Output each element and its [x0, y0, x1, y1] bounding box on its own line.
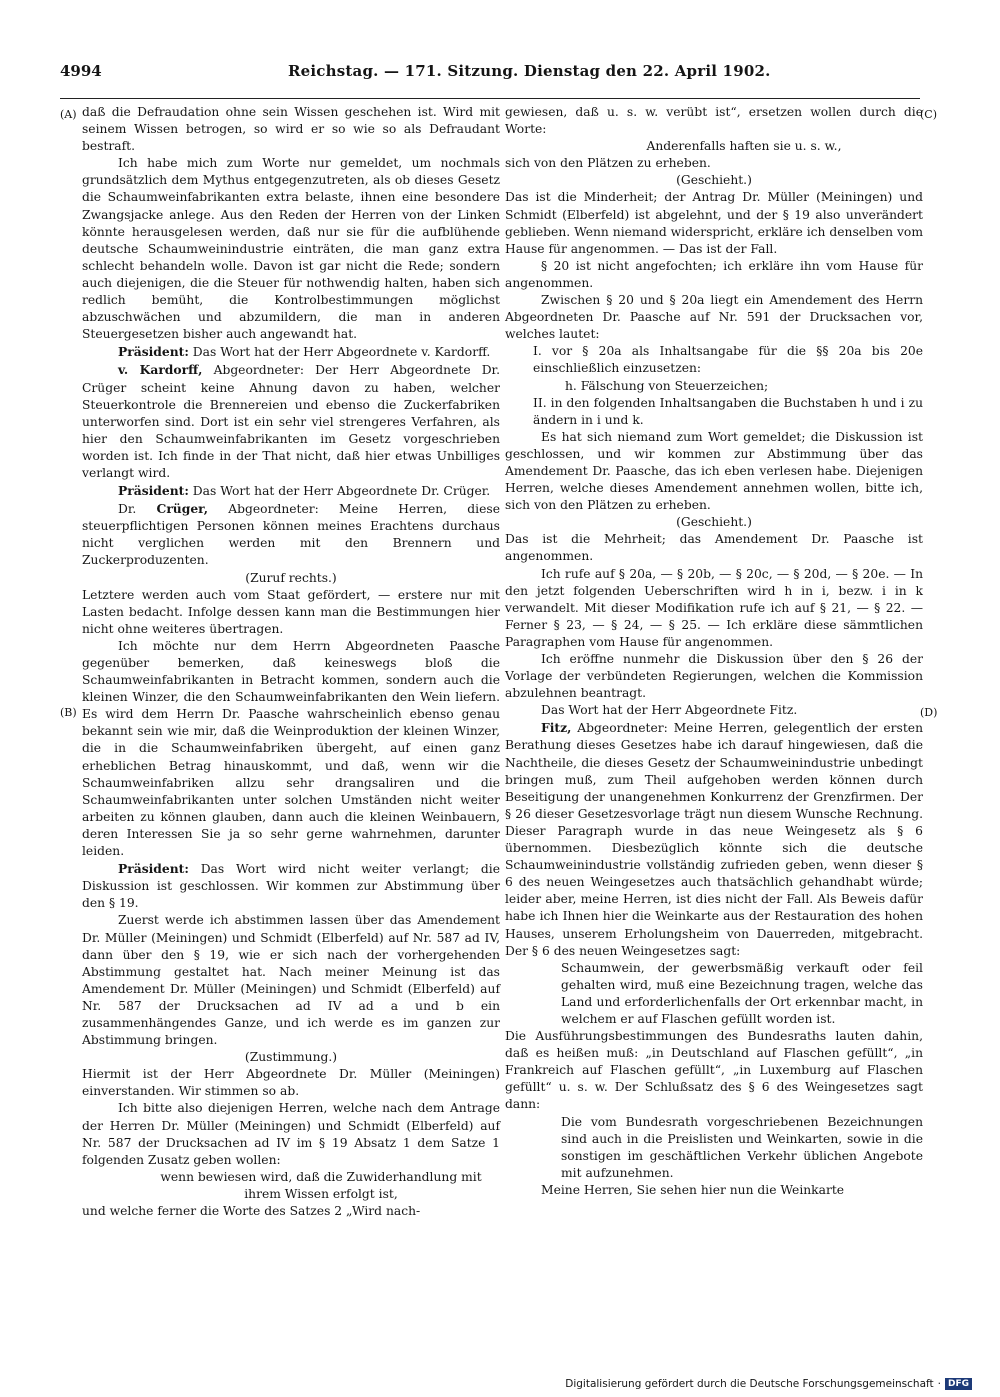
paragraph: und welche ferner die Worte des Satzes 2 „Wird nach-: [82, 1204, 421, 1218]
footer-text: Digitalisierung gefördert durch die Deutsche Forschungsgemeinschaft: [565, 1378, 934, 1390]
speech-text: Das Wort wird nicht weiter verlangt; die Diskussion ist geschlossen. Wir kommen zur Abstimmung über den § 19.: [82, 862, 500, 911]
interjection: (Zuruf rechts.): [245, 570, 337, 585]
speaker-name: Crüger,: [156, 501, 209, 517]
header-rule: [60, 98, 920, 99]
running-title: Reichstag. — 171. Sitzung. Dienstag den 22. April 1902.: [288, 62, 771, 80]
left-column: [82, 104, 500, 1220]
margin-mark-c: (C): [920, 108, 937, 121]
speaker-name: v. Kardorff,: [118, 362, 203, 378]
speaker-paragraph: [505, 719, 923, 959]
paragraph: Das ist die Mehrheit; das Amendement Dr. Paasche ist angenommen.: [505, 532, 923, 564]
speaker-name: Präsident:: [118, 344, 189, 360]
quoted-text: Die vom Bundesrath vorgeschriebenen Bezeichnungen sind auch in die Preislisten und Weinkarten, sowie in die sonstigen im geschäftlichen Verkehr üblichen Angebote mit aufzunehmen.: [561, 1114, 923, 1180]
amendment-item: I. vor § 20a als Inhaltsangabe für die §§ 20a bis 20e einschließlich einzusetzen:: [533, 344, 923, 376]
paragraph: gewiesen, daß u. s. w. verübt ist“, ersetzen wollen durch die Worte:: [505, 105, 923, 137]
speech-text: Das Wort hat der Herr Abgeordnete Dr. Crüger.: [192, 484, 491, 499]
interjection: (Geschieht.): [676, 515, 752, 530]
speech-text: Das Wort hat der Herr Abgeordnete v. Kardorff.: [192, 345, 491, 360]
margin-mark-b: (B): [60, 706, 77, 719]
footer-credit: [565, 1378, 972, 1390]
speaker-title: Dr.: [118, 502, 137, 517]
footer-separator: ·: [937, 1378, 941, 1390]
paragraph: daß die Defraudation ohne sein Wissen geschehen ist. Wird mit seinem Wissen betrogen, so wird er so wie so als Defraudant bestraft.: [82, 105, 500, 154]
speaker-paragraph: [82, 860, 500, 912]
paragraph: Meine Herren, Sie sehen hier nun die Weinkarte: [541, 1182, 845, 1197]
speaker-name: Präsident:: [118, 861, 189, 877]
paragraph: sich von den Plätzen zu erheben.: [505, 156, 711, 171]
paragraph: Das Wort hat der Herr Abgeordnete Fitz.: [541, 703, 798, 718]
page-number: 4994: [60, 62, 102, 80]
interjection: (Geschieht.): [676, 173, 752, 188]
page-header: [60, 62, 920, 86]
paragraph: Ich rufe auf § 20a, — § 20b, — § 20c, — § 20d, — § 20e. — In den jetzt folgenden Ueberschriften wird h in i, bezw. i in k verwandelt. Mit dieser Modifikation rufe ich auf § 21, — § 22. — Ferner § 23, — § 24, — § 25. — Ich erkläre diese sämmtlichen Paragraphen vom Hause für angenommen.: [505, 566, 923, 649]
speaker-name: Fitz,: [541, 720, 572, 736]
paragraph: Es hat sich niemand zum Wort gemeldet; die Diskussion ist geschlossen, und wir kommen zur Abstimmung über das Amendement Dr. Paasche, das ich eben verlesen habe. Diejenigen Herren, welche dieses Amendement annehmen wollen, bitte ich, sich von den Plätzen zu erheben.: [505, 429, 923, 513]
margin-mark-a: (A): [60, 108, 77, 121]
quoted-text: wenn bewiesen wird, daß die Zuwiderhandlung mit ihrem Wissen erfolgt ist,: [160, 1169, 482, 1201]
speech-text: Abgeordneter: Der Herr Abgeordnete Dr. Crüger scheint keine Ahnung davon zu haben, welcher Steuerkontrole die Brennereien und ebenso die Zuckerfabriken unterworfen sind. Dort ist ein sehr viel strengeres Verfahren, als hier den Schaumweinfabrikanten im Gesetz vorgeschrieben worden ist. Ich finde in der That nicht, daß hier etwas Unbilliges verlangt wird.: [82, 363, 500, 480]
paragraph: Ich habe mich zum Worte nur gemeldet, um nochmals grundsätzlich dem Mythus entgegenzutreten, als ob dieses Gesetz die Schaumweinfabrikanten extra belaste, ihnen eine besondere Zwangsjacke anlege. Aus den Reden der Herren von der Linken könnte herausgelesen werden, daß nur sie für die aufblühende deutsche Schaumweinindustrie einträten, die man ganz extra schlecht behandeln wolle. Davon ist gar nicht die Rede; sondern auch diejenigen, die die Steuer für nothwendig halten, haben sich redlich bemüht, die Kontrolbestimmungen möglichst abzuschwächen und abzumildern, die man in anderen Steuergesetzen bisher auch angewandt hat.: [82, 156, 500, 342]
quoted-text: Anderenfalls haften sie u. s. w.,: [646, 139, 842, 154]
dfg-logo: DFG: [945, 1378, 972, 1390]
paragraph: Die Ausführungsbestimmungen des Bundesraths lauten dahin, daß es heißen muß: „in Deutschland auf Flaschen gefüllt“, „in Frankreich auf Flaschen gefüllt“, „in Luxemburg auf Flaschen gefüllt“ u. s. w. Der Schlußsatz des § 6 des Weingesetzes sagt dann:: [505, 1029, 923, 1112]
paragraph: Zuerst werde ich abstimmen lassen über das Amendement Dr. Müller (Meiningen) und Schmidt (Elberfeld) auf Nr. 587 ad IV, dann über den § 19, wie er sich nach der vorhergehenden Abstimmung gestaltet hat. Nach meiner Meinung ist das Amendement Dr. Müller (Meiningen) und Schmidt (Elberfeld) auf Nr. 587 der Drucksachen ad IV ad a und b ein zusammenhängendes Ganze, und ich werde es im ganzen zur Abstimmung bringen.: [82, 913, 500, 1048]
paragraph: § 20 ist nicht angefochten; ich erkläre ihn vom Hause für angenommen.: [505, 258, 923, 290]
paragraph: Letztere werden auch vom Staat gefördert, — erstere nur mit Lasten bedacht. Infolge dessen kann man die Bestimmungen hier nicht ohne weiteres übertragen.: [82, 587, 500, 636]
speaker-name: Präsident:: [118, 483, 189, 499]
paragraph: Hiermit ist der Herr Abgeordnete Dr. Müller (Meiningen) einverstanden. Wir stimmen so ab.: [82, 1067, 500, 1099]
speech-text: Abgeordneter: Meine Herren, diese steuerpflichtigen Personen können meines Erachtens durchaus nicht verglichen werden mit den Brennern und Zuckerproduzenten.: [82, 502, 500, 568]
speaker-paragraph: [82, 500, 500, 569]
speaker-paragraph: [82, 343, 500, 361]
amendment-item: II. in den folgenden Inhaltsangaben die Buchstaben h und i zu ändern in i und k.: [533, 395, 923, 427]
amendment-subitem: h. Fälschung von Steuerzeichen;: [565, 378, 769, 393]
right-column: [505, 104, 923, 1199]
paragraph: Ich möchte nur dem Herrn Abgeordneten Paasche gegenüber bemerken, daß keineswegs bloß die Schaumweinfabrikanten in Betracht kommen, sondern auch die kleinen Winzer, die den Schaumweinfabrikanten den Wein liefern. Es wird dem Herrn Dr. Paasche wahrscheinlich ebenso genau bekannt sein wie mir, daß die Weinproduktion der kleinen Winzer, die in die Schaumweinfabriken übergeht, auf einen ganz erheblichen Betrag hinauskommt, und daß, wenn wir die Schaumweinfabriken allzu sehr drangsaliren und die Schaumweinfabrikanten unter solchen Umständen nicht weiter arbeiten zu können glauben, dann auch die kleinen Weinbauern, deren Interessen Sie ja so sehr gerne wahrnehmen, darunter leiden.: [82, 638, 500, 859]
paragraph: Das ist die Minderheit; der Antrag Dr. Müller (Meiningen) und Schmidt (Elberfeld) ist abgelehnt, und der § 19 also unverändert geblieben. Wenn niemand widerspricht, erkläre ich denselben vom Hause für angenommen. — Das ist der Fall.: [505, 190, 923, 256]
interjection: (Zustimmung.): [244, 1050, 338, 1065]
speaker-paragraph: [82, 482, 500, 500]
quoted-text: Schaumwein, der gewerbsmäßig verkauft oder feil gehalten wird, muß eine Bezeichnung tragen, welche das Land und erforderlichenfalls der Ort erkennbar macht, in welchem er auf Flaschen gefüllt worden ist.: [561, 960, 923, 1026]
paragraph: Ich eröffne nunmehr die Diskussion über den § 26 der Vorlage der verbündeten Regierungen, welchen die Kommission abzulehnen beantragt.: [505, 652, 923, 701]
paragraph: Zwischen § 20 und § 20a liegt ein Amendement des Herrn Abgeordneten Dr. Paasche auf Nr. 591 der Drucksachen vor, welches lautet:: [505, 293, 923, 342]
paragraph: Ich bitte also diejenigen Herren, welche nach dem Antrage der Herren Dr. Müller (Meiningen) und Schmidt (Elberfeld) auf Nr. 587 der Drucksachen ad IV im § 19 Absatz 1 dem Satze 1 folgenden Zusatz geben wollen:: [82, 1101, 500, 1167]
speech-text: Abgeordneter: Meine Herren, gelegentlich der ersten Berathung dieses Gesetzes habe ich darauf hingewiesen, daß die Nachtheile, die dieses Gesetz der Schaumweinindustrie unbedingt bringen muß, zum Theil aufgehoben werden können durch Beseitigung der unangenehmen Konkurrenz der Grenzfirmen. Der § 26 dieser Gesetzesvorlage trägt nun diesem Wunsche Rechnung. Dieser Paragraph wurde in das neue Weingesetz als § 6 übernommen. Diesbezüglich könnte sich die deutsche Schaumweinindustrie vollständig zufrieden geben, wenn dieser § 6 des neuen Weingesetzes auch thatsächlich gehandhabt würde; leider aber, meine Herren, ist dies nicht der Fall. Als Beweis dafür habe ich Ihnen hier die Weinkarte aus der Restauration des hohen Hauses, unserem Erholungsheim von Dauerreden, mitgebracht. Der § 6 des neuen Weingesetzes sagt:: [505, 721, 923, 958]
speaker-paragraph: [82, 361, 500, 482]
margin-mark-d: (D): [920, 706, 938, 719]
